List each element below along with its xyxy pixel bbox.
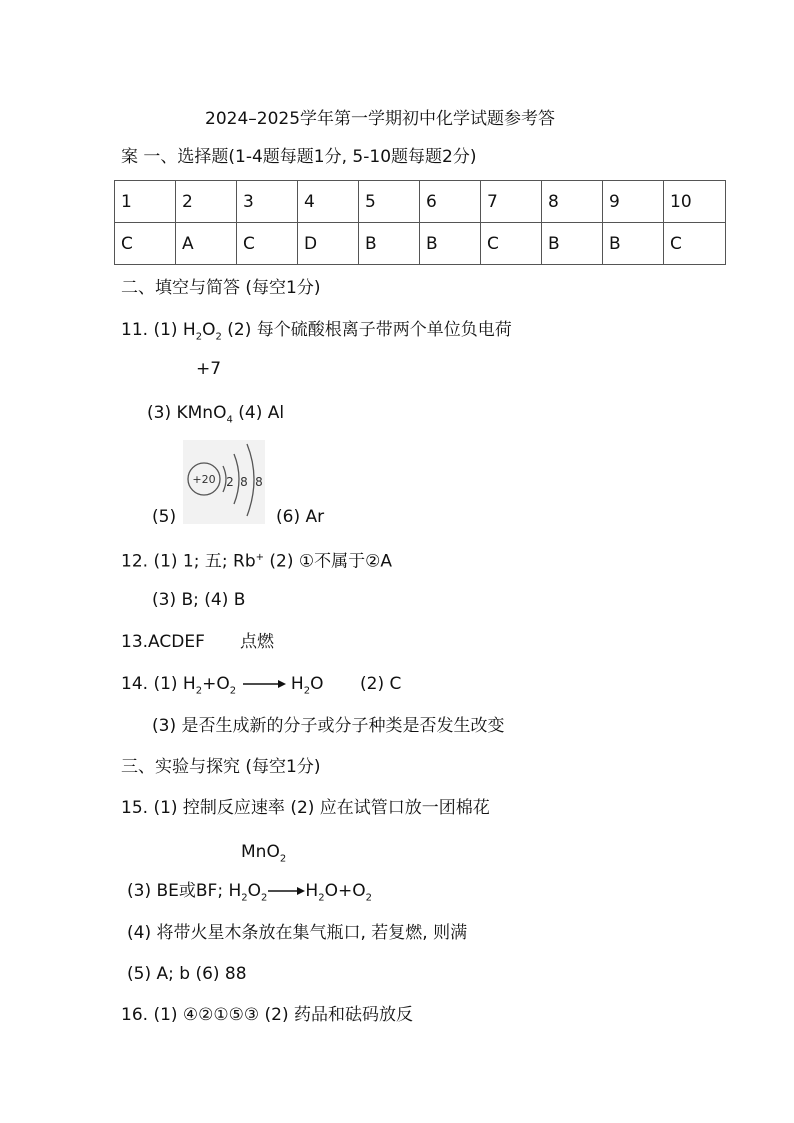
- q11-line-1: [121, 319, 512, 348]
- q11-line1-rest: (2) 每个硫酸根离子带两个单位负电荷: [221, 320, 512, 340]
- answer-table-answer-cell: C: [664, 223, 726, 265]
- q13-answer: 13.ACDEF: [121, 632, 205, 652]
- q11-line-5-label: (5): [152, 507, 177, 527]
- atom-structure-diagram: [183, 440, 265, 524]
- q14-sub2: 2: [229, 685, 237, 697]
- answer-table-answer-cell: B: [542, 223, 603, 265]
- q15-line3-mid: O: [247, 881, 262, 901]
- q11-line3-sub: 4: [226, 414, 233, 426]
- q11-line3-prefix: (3) KMnO: [147, 403, 227, 423]
- q15-line-1: 15. (1) 控制反应速率 (2) 应在试管口放一团棉花: [121, 798, 490, 818]
- answer-table-number-cell: 4: [298, 181, 359, 223]
- answer-table-answer-cell: B: [359, 223, 420, 265]
- q12-line1-sup: +: [255, 552, 264, 563]
- section-1-heading: 案 一、选择题(1-4题每题1分, 5-10题每题2分): [121, 147, 477, 167]
- answer-table-answer-cell: D: [298, 223, 359, 265]
- q12-line1-rest: (2) ①不属于②A: [264, 551, 392, 572]
- q16-line-1: 16. (1) ④②①⑤③ (2) 药品和砝码放反: [121, 1005, 414, 1025]
- q11-valence: +7: [196, 359, 222, 379]
- answer-table-answer-cell: C: [237, 223, 298, 265]
- answer-table-number-cell: 7: [481, 181, 542, 223]
- answer-table-answer-cell: A: [176, 223, 237, 265]
- answer-table: [114, 180, 726, 265]
- q15-line3-sub1: 2: [241, 892, 248, 904]
- reaction-arrow-icon: [242, 679, 286, 689]
- q12-line-2: (3) B; (4) B: [152, 590, 246, 610]
- answer-table-number-cell: 1: [115, 181, 176, 223]
- answer-table-number-cell: 5: [359, 181, 420, 223]
- q11-line1-sub: 2: [195, 331, 203, 343]
- q11-line1-sub2: 2: [215, 331, 222, 343]
- section-3-heading: 三、实验与探究 (每空1分): [121, 757, 321, 777]
- q12-line1-prefix: 12. (1) 1; 五; Rb: [121, 551, 256, 572]
- q14-prefix: 14. (1) H: [121, 674, 196, 694]
- q14-product-end: O: [310, 674, 324, 694]
- answer-table-answer-cell: C: [115, 223, 176, 265]
- section-2-heading: 二、填空与简答 (每空1分): [121, 278, 321, 298]
- q15-line3-product2: O+O: [324, 881, 366, 901]
- q15-line3-sub2: 2: [261, 892, 268, 904]
- atom-shell-2-label: 8: [240, 475, 248, 489]
- answer-table-answer-row: [115, 223, 726, 265]
- page-title: 2024–2025学年第一学期初中化学试题参考答: [205, 109, 556, 129]
- answer-table-answer-cell: B: [420, 223, 481, 265]
- atom-shell-1-label: 2: [226, 475, 234, 489]
- q11-line-3: [147, 402, 284, 431]
- atom-nucleus-label: +20: [192, 473, 216, 486]
- answer-table-number-cell: 10: [664, 181, 726, 223]
- q12-line-1: [121, 547, 392, 573]
- q15-line-5: (5) A; b (6) 88: [127, 964, 247, 984]
- reaction-arrow-icon: [267, 886, 305, 896]
- q13-condition: 点燃: [240, 632, 274, 652]
- q14-sub1: 2: [195, 685, 203, 697]
- q15-line-3: [127, 880, 372, 909]
- q11-line1-mid: O: [202, 320, 216, 340]
- answer-table-answer-cell: B: [603, 223, 664, 265]
- atom-shell-3-label: 8: [255, 475, 263, 489]
- q11-line-5-rest: (6) Ar: [276, 507, 325, 527]
- answer-table-answer-cell: C: [481, 223, 542, 265]
- q11-line1-prefix: 11. (1) H: [121, 320, 196, 340]
- q14-line-1: [121, 673, 323, 702]
- q14-part-2: (2) C: [360, 674, 402, 694]
- answer-table-number-cell: 6: [420, 181, 481, 223]
- answer-table-number-cell: 9: [603, 181, 664, 223]
- answer-table-number-row: [115, 181, 726, 223]
- q15-catalyst-sub: 2: [279, 853, 287, 865]
- q15-line3-product1: H: [305, 881, 319, 901]
- answer-table-number-cell: 3: [237, 181, 298, 223]
- q14-mid1: +O: [202, 674, 230, 694]
- q11-line3-rest: (4) Al: [232, 403, 285, 423]
- q14-line-2: (3) 是否生成新的分子或分子种类是否发生改变: [152, 716, 505, 736]
- q15-line3-sub4: 2: [365, 892, 372, 904]
- q14-sub3: 2: [303, 685, 311, 697]
- q14-product: H: [290, 674, 304, 694]
- q15-catalyst-formula: MnO: [241, 842, 280, 862]
- q15-line-4: (4) 将带火星木条放在集气瓶口, 若复燃, 则满: [127, 923, 468, 943]
- answer-table-number-cell: 8: [542, 181, 603, 223]
- q15-line3-sub3: 2: [318, 892, 325, 904]
- q15-line3-prefix: (3) BE或BF; H: [127, 881, 242, 901]
- q15-catalyst: [241, 841, 286, 870]
- answer-table-number-cell: 2: [176, 181, 237, 223]
